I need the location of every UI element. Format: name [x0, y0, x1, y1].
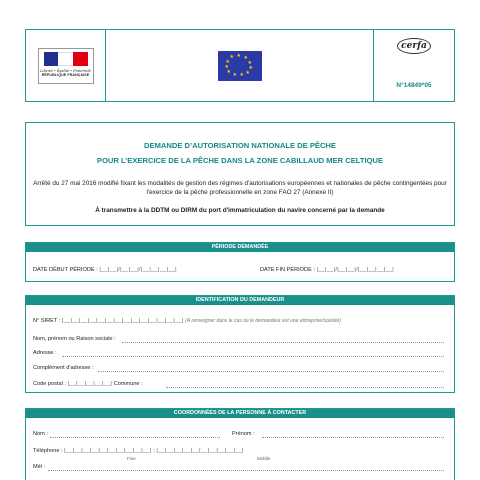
fixe-caption: Fixe [127, 456, 136, 461]
section-heading: IDENTIFICATION DU DEMANDEUR [26, 296, 454, 305]
form-title-line1: DEMANDE D’AUTORISATION NATIONALE DE PÊCHE [144, 141, 336, 150]
date-fin-label: DATE FIN PÉRIODE : [260, 267, 315, 273]
address-label: Adresse : [33, 350, 57, 356]
marianne-logo [38, 48, 94, 84]
telephone-field[interactable] [33, 448, 244, 454]
date-fin-boxes[interactable]: |__|__|/|__|__|/|__|__|__|__| [316, 267, 395, 273]
cerfa-number: N°14849*05 [396, 82, 432, 89]
eu-flag-cell [106, 30, 374, 101]
address-input[interactable] [62, 356, 444, 357]
motto: Liberté • Égalité • Fraternité [40, 68, 91, 73]
section-periode [25, 242, 455, 282]
mel-label: Mél : [33, 464, 46, 470]
siret-label: N° SIRET : [33, 318, 61, 324]
contact-prenom-label: Prénom : [232, 431, 255, 437]
complement-input[interactable] [98, 371, 444, 372]
cerfa-logo: cerfa [397, 38, 431, 54]
contact-nom-label: Nom : [33, 431, 48, 437]
french-flag-icon [44, 52, 88, 66]
marianne-logo-cell [26, 30, 106, 101]
contact-nom-input[interactable] [50, 437, 220, 438]
mobile-caption: Mobile [257, 456, 271, 461]
telephone-mobile-boxes[interactable]: |__|__|__|__|__|__|__|__|__|__| [156, 448, 244, 454]
complement-label: Complément d'adresse : [33, 365, 94, 371]
siret-field[interactable] [33, 318, 341, 324]
section-contact [25, 408, 455, 480]
contact-prenom-input[interactable] [262, 437, 444, 438]
mel-input[interactable] [48, 470, 444, 471]
date-debut-boxes[interactable]: |__|__|/|__|__|/|__|__|__|__| [99, 267, 177, 273]
postal-field[interactable] [33, 381, 143, 387]
section-heading: PÉRIODE DEMANDÉE [26, 243, 454, 252]
section-demandeur [25, 295, 455, 393]
telephone-separator: ; [153, 448, 155, 454]
date-debut-label: DATE DÉBUT PÉRIODE : [33, 267, 98, 273]
name-input[interactable] [122, 342, 444, 343]
form-title-box [25, 122, 455, 226]
form-header [25, 29, 455, 102]
form-title-line2: POUR L’EXERCICE DE LA PÊCHE DANS LA ZONE CABILLAUD MER CELTIQUE [96, 156, 384, 165]
cerfa-cell [374, 30, 454, 101]
telephone-fixe-boxes[interactable]: |__|__|__|__|__|__|__|__|__|__| [64, 448, 152, 454]
date-fin-field[interactable] [260, 267, 394, 273]
postal-boxes[interactable]: |__|__|__|__|__| [67, 381, 113, 387]
date-debut-field[interactable] [33, 267, 177, 273]
name-label: Nom, prénom ou Raison sociale : [33, 336, 116, 342]
transmit-instruction: À transmettre à la DDTM ou DIRM du port d'immatriculation du navire concerné par la demande [95, 207, 385, 214]
section-heading: COORDONNÉES DE LA PERSONNE À CONTACTER [26, 409, 454, 418]
republic-label: RÉPUBLIQUE FRANÇAISE [41, 72, 90, 77]
siret-boxes[interactable]: |__|__|__|__|__|__|__|__|__|__|__|__|__|__| [61, 318, 184, 324]
telephone-label: Téléphone : [33, 448, 63, 454]
postal-label: Code postal : [33, 381, 66, 387]
commune-input[interactable] [166, 387, 444, 388]
decree-text: Arrêté du 27 mai 2016 modifié fixant les modalités de gestion des régimes d'autorisations européennes et nationales de pêche contingentées pour l'exercice de la pêche professionnelle en zone FAO 27 (Annexe II) [33, 180, 447, 196]
commune-label: Commune : [113, 381, 143, 387]
siret-note: (A renseigner dans le cas où le demandeur est une entreprise/société) [185, 318, 341, 324]
eu-flag-icon: ★ ★ ★ ★ ★ ★ ★ ★ ★ ★ ★ [218, 51, 262, 81]
